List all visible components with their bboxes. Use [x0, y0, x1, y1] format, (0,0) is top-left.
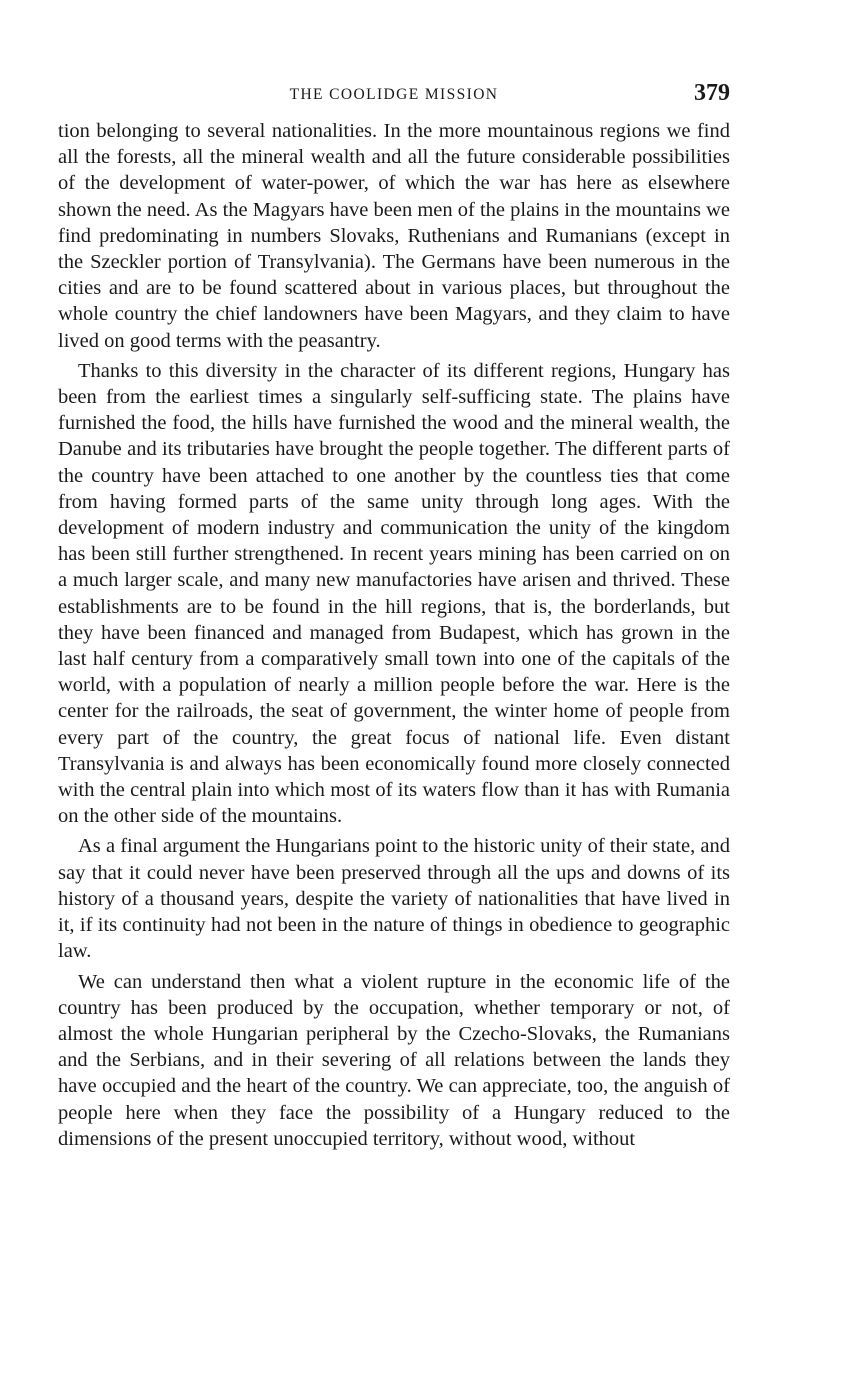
paragraph-continued: tion belonging to several nationalities. In the more mountainous regions we find all the forests, all the mineral wealth and all the future considerable possibilities of the development of water-power, of which the war has here as elsewhere shown the need. As the Magyars have been men of the plains in the mountains we find predominating in numbers Slovaks, Ruthenians and Rumanians (except in the Szeckler portion of Transylvania). The Germans have been numerous in the cities and are to be found scattered about in various places, but throughout the whole country the chief landowners have been Magyars, and they claim to have lived on good terms with the peasantry. [58, 120, 730, 352]
book-page [58, 80, 730, 1156]
running-title: THE COOLIDGE MISSION [289, 86, 499, 103]
paragraph: Thanks to this diversity in the character of its different regions, Hungary has been from the earliest times a singularly self-sufficing state. The plains have furnished the food, the hills have furnished the wood and the mineral wealth, the Danube and its tributaries have brought the people together. The different parts of the country have been attached to one another by the countless ties that come from having formed parts of the same unity through long ages. With the development of modern industry and communication the unity of the kingdom has been still further strengthened. In recent years mining has been carried on on a much larger scale, and many new manufactories have arisen and thrived. These establishments are to be found in the hill regions, that is, the borderlands, but they have been financed and managed from Budapest, which has grown in the last half century from a comparatively small town into one of the capitals of the world, with a population of nearly a million people before the war. Here is the center for the railroads, the seat of government, the winter home of people from every part of the country, the great focus of national life. Even distant Transylvania is and always has been economically found more closely connected with the central plain into which most of its waters flow than it has with Rumania on the other side of the mountains. [58, 359, 730, 828]
page-number: 379 [694, 80, 730, 106]
paragraph: As a final argument the Hungarians point to the historic unity of their state, and say that it could never have been preserved through all the ups and downs of its history of a thousand years, despite the variety of nationalities that have lived in it, if its continuity had not been in the nature of things in obedience to geographic law. [58, 835, 730, 963]
running-head [58, 80, 730, 114]
body-text [58, 118, 730, 1152]
paragraph: We can understand then what a violent rupture in the economic life of the country has been produced by the occupation, whether temporary or not, of almost the whole Hungarian peripheral by the Czecho-Slovaks, the Rumanians and the Serbians, and in their severing of all relations between the lands they have occupied and the heart of the country. We can appreciate, too, the anguish of people here when they face the possibility of a Hungary reduced to the dimensions of the present unoccupied territory, without wood, without [58, 970, 730, 1150]
